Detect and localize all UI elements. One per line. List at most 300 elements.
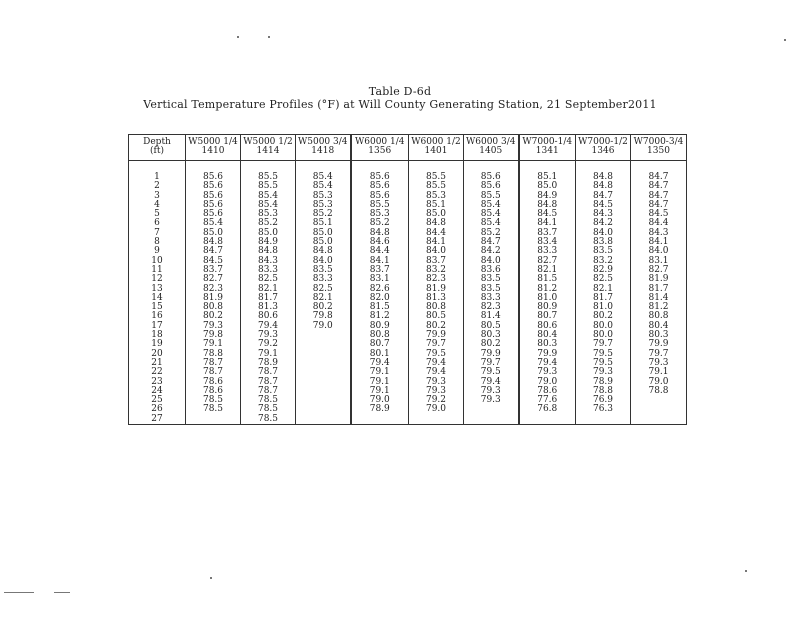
station-header: [519, 135, 576, 161]
temperature-cell: 80.9: [351, 322, 409, 331]
station-header: [296, 135, 351, 161]
temperature-cell: [296, 331, 351, 340]
scan-artifact: [54, 592, 70, 593]
temperature-cell: 84.0: [296, 257, 351, 266]
temperature-cell: 79.8: [296, 312, 351, 321]
temperature-cell: 85.6: [186, 201, 241, 210]
temperature-cell: 85.2: [241, 219, 296, 228]
temperature-cell: 79.9: [464, 350, 519, 359]
temperature-cell: 79.7: [576, 340, 631, 349]
depth-cell: 13: [129, 285, 186, 294]
temperature-cell: 85.0: [519, 182, 576, 191]
station-name: W6000 1/2: [411, 137, 461, 147]
temperature-cell: 81.0: [576, 303, 631, 312]
temperature-cell: 78.5: [241, 396, 296, 405]
temperature-cell: 80.5: [464, 322, 519, 331]
temperature-cell: 78.7: [186, 368, 241, 377]
temperature-cell: 81.3: [409, 294, 464, 303]
depth-header-unit: (ft): [150, 146, 164, 157]
temperature-cell: 82.1: [296, 294, 351, 303]
temperature-cell: 84.8: [296, 247, 351, 256]
temperature-cell: 81.5: [351, 303, 409, 312]
temperature-cell: 79.1: [631, 368, 687, 377]
depth-cell: 17: [129, 322, 186, 331]
temperature-cell: 85.4: [241, 192, 296, 201]
temperature-cell: 85.3: [296, 201, 351, 210]
temperature-cell: 79.4: [409, 359, 464, 368]
temperature-cell: 84.1: [631, 238, 687, 247]
temperature-cell: 81.2: [519, 285, 576, 294]
temperature-cell: 83.5: [464, 285, 519, 294]
temperature-cell: 85.4: [296, 182, 351, 191]
temperature-cell: 84.4: [409, 229, 464, 238]
temperature-cell: 80.3: [464, 331, 519, 340]
temperature-cell: 79.3: [241, 331, 296, 340]
temperature-cell: 84.4: [631, 219, 687, 228]
temperature-cell: 80.3: [519, 340, 576, 349]
temperature-cell: 84.3: [631, 229, 687, 238]
temperature-cell: 85.1: [296, 219, 351, 228]
depth-cell: 11: [129, 266, 186, 275]
temperature-cell: 80.7: [351, 340, 409, 349]
temperature-cell: 83.8: [576, 238, 631, 247]
temperature-cell: 85.3: [409, 192, 464, 201]
table-row: [129, 415, 687, 425]
temperature-cell: 83.7: [186, 266, 241, 275]
depth-cell: 25: [129, 396, 186, 405]
temperature-cell: [409, 415, 464, 425]
temperature-cell: 82.5: [241, 275, 296, 284]
temperature-cell: 83.5: [296, 266, 351, 275]
temperature-cell: 80.4: [519, 331, 576, 340]
temperature-cell: 85.2: [296, 210, 351, 219]
depth-cell: 8: [129, 238, 186, 247]
temperature-cell: 83.3: [519, 247, 576, 256]
temperature-cell: 79.1: [351, 368, 409, 377]
temperature-cell: 85.6: [186, 210, 241, 219]
temperature-cell: 79.3: [409, 387, 464, 396]
temperature-cell: 83.7: [519, 229, 576, 238]
scan-speck: [237, 36, 239, 38]
depth-cell: 7: [129, 229, 186, 238]
temperature-cell: 82.5: [296, 285, 351, 294]
temperature-cell: [296, 387, 351, 396]
temperature-cell: 84.1: [351, 257, 409, 266]
temperature-cell: [519, 415, 576, 425]
temperature-cell: 78.5: [186, 405, 241, 414]
temperature-cell: 79.9: [631, 340, 687, 349]
temperature-cell: 79.4: [519, 359, 576, 368]
depth-cell: 26: [129, 405, 186, 414]
temperature-cell: 80.8: [631, 312, 687, 321]
station-name: W7000-1/4: [522, 137, 573, 147]
temperature-cell: 84.8: [241, 247, 296, 256]
station-time: 1414: [256, 146, 280, 157]
depth-cell: 9: [129, 247, 186, 256]
temperature-cell: 85.0: [241, 229, 296, 238]
temperature-cell: 85.5: [409, 173, 464, 182]
depth-cell: 16: [129, 312, 186, 321]
station-time: 1401: [424, 146, 448, 157]
temperature-cell: 79.4: [241, 322, 296, 331]
temperature-cell: 80.2: [464, 340, 519, 349]
temperature-cell: 78.5: [241, 405, 296, 414]
temperature-cell: 79.7: [464, 359, 519, 368]
temperature-cell: 84.1: [409, 238, 464, 247]
temperature-cell: 81.2: [631, 303, 687, 312]
temperature-cell: 81.9: [186, 294, 241, 303]
temperature-cell: 79.3: [464, 396, 519, 405]
temperature-cell: 80.1: [351, 350, 409, 359]
station-header: [186, 135, 241, 161]
temperature-cell: 84.7: [631, 173, 687, 182]
temperature-cell: 83.6: [464, 266, 519, 275]
temperature-cell: 83.3: [464, 294, 519, 303]
temperature-cell: 82.1: [519, 266, 576, 275]
temperature-cell: 84.8: [186, 238, 241, 247]
station-name: W6000 1/4: [355, 137, 405, 147]
station-time: 1350: [647, 146, 670, 157]
temperature-cell: 79.3: [576, 368, 631, 377]
station-time: 1410: [201, 146, 225, 157]
temperature-cell: 78.6: [519, 387, 576, 396]
temperature-cell: 79.5: [464, 368, 519, 377]
temperature-cell: 78.9: [241, 359, 296, 368]
temperature-cell: 79.8: [186, 331, 241, 340]
station-time: 1346: [591, 146, 615, 157]
depth-cell: 23: [129, 378, 186, 387]
temperature-cell: 85.0: [296, 229, 351, 238]
table-title: Vertical Temperature Profiles (°F) at Will County Generating Station, 21 September2011: [143, 98, 657, 111]
temperature-cell: 85.5: [241, 173, 296, 182]
temperature-cell: 79.0: [631, 378, 687, 387]
station-name: W7000-1/2: [578, 137, 628, 147]
temperature-cell: 82.6: [351, 285, 409, 294]
temperature-cell: 80.0: [576, 322, 631, 331]
temperature-cell: 79.2: [409, 396, 464, 405]
temperature-cell: 85.5: [464, 192, 519, 201]
temperature-cell: [631, 405, 687, 414]
temperature-cell: 79.7: [409, 340, 464, 349]
depth-cell: 24: [129, 387, 186, 396]
temperature-cell: 78.7: [186, 359, 241, 368]
temperature-cell: 84.7: [631, 182, 687, 191]
temperature-cell: 79.5: [576, 359, 631, 368]
temperature-cell: 82.1: [241, 285, 296, 294]
temperature-cell: 83.1: [631, 257, 687, 266]
station-header: [351, 135, 409, 161]
temperature-cell: 83.2: [409, 266, 464, 275]
temperature-cell: [576, 415, 631, 425]
depth-cell: 5: [129, 210, 186, 219]
station-name: W5000 1/4: [188, 137, 238, 147]
temperature-cell: 79.3: [519, 368, 576, 377]
station-time: 1418: [311, 146, 335, 157]
temperature-cell: 85.3: [241, 210, 296, 219]
temperature-cell: 78.9: [351, 405, 409, 414]
scan-speck: [268, 36, 270, 38]
temperature-cell: 85.2: [464, 229, 519, 238]
temperature-cell: 83.5: [576, 247, 631, 256]
temperature-cell: 79.3: [409, 378, 464, 387]
temperature-cell: 85.6: [186, 173, 241, 182]
temperature-cell: 79.9: [519, 350, 576, 359]
depth-cell: 22: [129, 368, 186, 377]
temperature-cell: 84.5: [576, 201, 631, 210]
station-name: W5000 3/4: [298, 137, 348, 147]
temperature-cell: 84.7: [631, 192, 687, 201]
temperature-cell: 85.6: [186, 182, 241, 191]
depth-cell: 27: [129, 415, 186, 425]
temperature-cell: 85.6: [351, 192, 409, 201]
temperature-cell: 79.4: [351, 359, 409, 368]
temperature-cell: 79.3: [464, 387, 519, 396]
temperature-cell: 85.4: [464, 210, 519, 219]
temperature-cell: 78.8: [576, 387, 631, 396]
temperature-cell: 82.7: [186, 275, 241, 284]
temperature-cell: 82.3: [464, 303, 519, 312]
temperature-cell: 85.3: [351, 210, 409, 219]
temperature-cell: 76.9: [576, 396, 631, 405]
temperature-cell: 85.6: [351, 173, 409, 182]
temperature-cell: 80.2: [296, 303, 351, 312]
temperature-cell: 82.9: [576, 266, 631, 275]
temperature-cell: 84.5: [186, 257, 241, 266]
temperature-cell: 85.5: [241, 182, 296, 191]
temperature-cell: 84.4: [351, 247, 409, 256]
temperature-cell: 84.8: [519, 201, 576, 210]
temperature-cell: 81.7: [576, 294, 631, 303]
temperature-cell: 79.4: [464, 378, 519, 387]
depth-cell: 6: [129, 219, 186, 228]
temperature-cell: [464, 415, 519, 425]
table-number: Table D-6d: [368, 85, 432, 98]
depth-header: [129, 135, 186, 161]
station-header: [631, 135, 687, 161]
temperature-cell: 79.2: [241, 340, 296, 349]
temperature-cell: 84.5: [519, 210, 576, 219]
temperature-cell: 81.9: [631, 275, 687, 284]
temperature-cell: 84.7: [631, 201, 687, 210]
temperature-cell: 78.6: [186, 378, 241, 387]
temperature-cell: 84.7: [186, 247, 241, 256]
temperature-cell: 82.0: [351, 294, 409, 303]
temperature-cell: 79.4: [409, 368, 464, 377]
temperature-cell: 82.7: [631, 266, 687, 275]
temperature-cell: 83.3: [296, 275, 351, 284]
temperature-cell: 76.8: [519, 405, 576, 414]
temperature-cell: 80.3: [631, 331, 687, 340]
temperature-cell: 79.1: [351, 378, 409, 387]
depth-cell: 2: [129, 182, 186, 191]
temperature-cell: 78.5: [186, 396, 241, 405]
temperature-cell: [296, 396, 351, 405]
temperature-cell: 78.8: [631, 387, 687, 396]
depth-cell: 19: [129, 340, 186, 349]
temperature-cell: 83.1: [351, 275, 409, 284]
temperature-cell: 84.8: [576, 182, 631, 191]
temperature-cell: 85.6: [464, 173, 519, 182]
temperature-cell: 82.3: [186, 285, 241, 294]
temperature-cell: 80.7: [519, 312, 576, 321]
table-body: [129, 161, 687, 425]
temperature-cell: 84.5: [631, 210, 687, 219]
temperature-cell: 85.0: [409, 210, 464, 219]
station-header: [409, 135, 464, 161]
station-name: W7000-3/4: [633, 137, 684, 147]
temperature-cell: 79.0: [409, 405, 464, 414]
temperature-cell: 85.3: [296, 192, 351, 201]
temperature-cell: 85.0: [186, 229, 241, 238]
temperature-cell: 79.7: [631, 350, 687, 359]
depth-cell: 14: [129, 294, 186, 303]
temperature-cell: 85.4: [464, 201, 519, 210]
table-row: [129, 405, 687, 414]
temperature-cell: 81.0: [519, 294, 576, 303]
temperature-cell: 84.0: [576, 229, 631, 238]
scan-artifact: [4, 592, 34, 593]
temperature-cell: 80.4: [631, 322, 687, 331]
scan-speck: [784, 39, 786, 41]
station-name: W6000 3/4: [466, 137, 516, 147]
depth-header-label: Depth: [143, 137, 171, 147]
temperature-cell: 79.0: [351, 396, 409, 405]
temperature-cell: 84.7: [576, 192, 631, 201]
temperature-cell: 78.7: [241, 378, 296, 387]
temperature-cell: 84.2: [464, 247, 519, 256]
temperature-cell: 85.4: [241, 201, 296, 210]
temperature-cell: 84.0: [464, 257, 519, 266]
temperature-cell: 84.6: [351, 238, 409, 247]
station-header: [464, 135, 519, 161]
temperature-cell: 85.6: [351, 182, 409, 191]
temperature-cell: [296, 378, 351, 387]
station-header: [241, 135, 296, 161]
temperature-cell: 80.6: [241, 312, 296, 321]
temperature-cell: 85.6: [186, 192, 241, 201]
temperature-cell: 84.3: [576, 210, 631, 219]
temperature-cell: 84.0: [409, 247, 464, 256]
temperature-cell: 81.7: [631, 285, 687, 294]
temperature-cell: 80.6: [519, 322, 576, 331]
temperature-cell: [186, 415, 241, 425]
temperature-cell: 78.5: [241, 415, 296, 425]
depth-cell: 10: [129, 257, 186, 266]
temperature-cell: 83.7: [351, 266, 409, 275]
temperature-cell: [464, 405, 519, 414]
temperature-cell: [631, 415, 687, 425]
temperature-cell: [296, 340, 351, 349]
temperature-cell: 80.0: [576, 331, 631, 340]
temperature-cell: 85.5: [409, 182, 464, 191]
temperature-cell: 79.1: [241, 350, 296, 359]
temperature-cell: 78.6: [186, 387, 241, 396]
temperature-cell: 79.0: [296, 322, 351, 331]
station-header: [576, 135, 631, 161]
depth-cell: 20: [129, 350, 186, 359]
temperature-cell: 85.2: [351, 219, 409, 228]
temperature-cell: 79.0: [519, 378, 576, 387]
temperature-cell: 82.5: [576, 275, 631, 284]
temperature-cell: 79.5: [409, 350, 464, 359]
temperature-cell: [296, 405, 351, 414]
temperature-cell: 85.0: [296, 238, 351, 247]
temperature-cell: 84.9: [241, 238, 296, 247]
station-time: 1356: [368, 146, 392, 157]
temperature-cell: 80.2: [576, 312, 631, 321]
temperature-cell: 78.7: [241, 387, 296, 396]
temperature-cell: 84.8: [409, 219, 464, 228]
temperature-cell: [296, 350, 351, 359]
temperature-cell: [351, 415, 409, 425]
temperature-cell: 79.3: [631, 359, 687, 368]
temperature-cell: 82.7: [519, 257, 576, 266]
temperature-cell: 81.3: [241, 303, 296, 312]
station-name: W5000 1/2: [243, 137, 293, 147]
temperature-cell: 81.4: [464, 312, 519, 321]
depth-cell: 15: [129, 303, 186, 312]
temperature-cell: 85.6: [464, 182, 519, 191]
temperature-profile-table: [128, 134, 687, 425]
temperature-cell: 77.6: [519, 396, 576, 405]
temperature-cell: 80.2: [186, 312, 241, 321]
temperature-cell: 79.1: [186, 340, 241, 349]
temperature-cell: 85.4: [464, 219, 519, 228]
temperature-cell: 84.1: [519, 219, 576, 228]
depth-cell: 18: [129, 331, 186, 340]
depth-cell: 21: [129, 359, 186, 368]
temperature-cell: 81.4: [631, 294, 687, 303]
temperature-cell: [296, 415, 351, 425]
scan-speck: [745, 570, 747, 572]
temperature-cell: 84.2: [576, 219, 631, 228]
temperature-cell: 85.1: [409, 201, 464, 210]
temperature-cell: 82.3: [409, 275, 464, 284]
temperature-cell: 83.4: [519, 238, 576, 247]
temperature-cell: [296, 359, 351, 368]
temperature-cell: 81.2: [351, 312, 409, 321]
temperature-cell: 82.1: [576, 285, 631, 294]
depth-cell: 4: [129, 201, 186, 210]
temperature-cell: 83.5: [464, 275, 519, 284]
temperature-cell: 85.1: [519, 173, 576, 182]
temperature-cell: 84.0: [631, 247, 687, 256]
temperature-cell: 79.5: [576, 350, 631, 359]
temperature-cell: 85.4: [186, 219, 241, 228]
temperature-cell: 80.8: [409, 303, 464, 312]
temperature-cell: 84.9: [519, 192, 576, 201]
station-time: 1341: [535, 146, 559, 157]
temperature-cell: 78.9: [576, 378, 631, 387]
temperature-cell: 81.9: [409, 285, 464, 294]
temperature-cell: 84.3: [241, 257, 296, 266]
temperature-cell: 80.5: [409, 312, 464, 321]
temperature-cell: 83.2: [576, 257, 631, 266]
temperature-cell: 85.4: [296, 173, 351, 182]
temperature-cell: [631, 396, 687, 405]
temperature-cell: 79.9: [409, 331, 464, 340]
temperature-cell: 84.8: [576, 173, 631, 182]
table-header-row: [129, 135, 687, 161]
depth-cell: 1: [129, 173, 186, 182]
depth-cell: 3: [129, 192, 186, 201]
temperature-cell: 85.5: [351, 201, 409, 210]
temperature-cell: 79.3: [186, 322, 241, 331]
station-time: 1405: [479, 146, 503, 157]
temperature-cell: 78.8: [186, 350, 241, 359]
temperature-cell: 80.8: [351, 331, 409, 340]
temperature-cell: 83.7: [409, 257, 464, 266]
